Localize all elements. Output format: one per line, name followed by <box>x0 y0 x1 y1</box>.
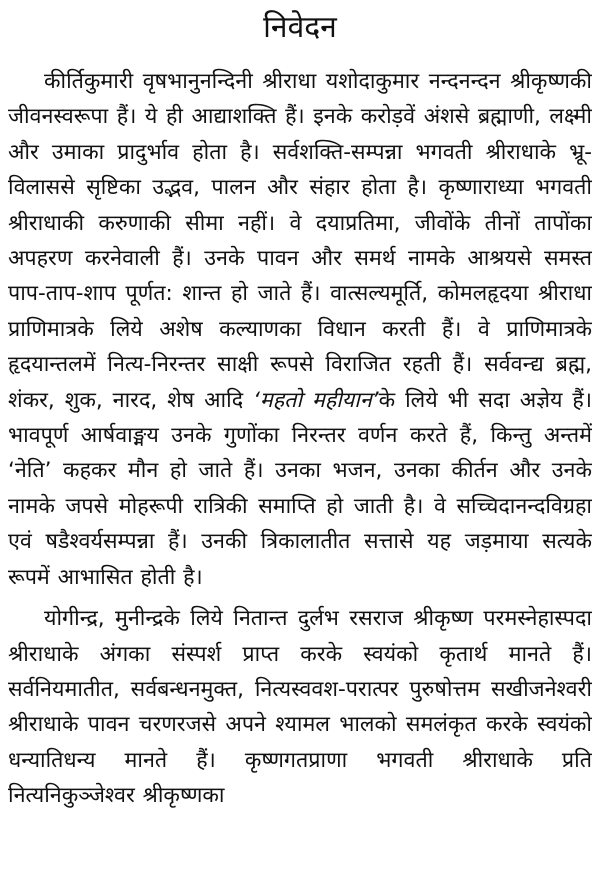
page-content <box>8 6 592 886</box>
paragraph-1-text-b: के लिये भी सदा अज्ञेय हैं। भावपूर्ण आर्षवाङ्मय उनके गुणोंका निरन्तर वर्णन करते हैं, किन्तु अन्तमें ‘नेति’ कहकर मौन हो जाते हैं। उनका भजन, उनका कीर्तन और उनके नामके जपसे मोहरूपी रात्रिकी समाप्ति हो जाती है। वे सच्चिदानन्दविग्रहा एवं षडैश्वर्यसम्पन्ना हैं। उनकी त्रिकालातीत सत्तासे यह जड़माया सत्यके रूपमें आभासित होती है। <box>8 387 592 590</box>
paragraph-2-text: योगीन्द्र, मुनीन्द्रके लिये नितान्त दुर्लभ रसराज श्रीकृष्ण परमस्नेहास्पदा श्रीराधाके अंगका संस्पर्श प्राप्त करके स्वयंको कृतार्थ मानते हैं। सर्वनियमातीत, सर्वबन्धनमुक्त, नित्यस्ववश-परात्पर पुरुषोत्तम सखीजनेश्वरी श्रीराधाके पावन चरणरजसे अपने श्यामल भालको समलंकृत करके स्वयंको धन्यातिधन्य मानते हैं। कृष्णगतप्राणा भगवती श्रीराधाके प्रति नित्यनिकुञ्जेश्वर श्रीकृष्णका <box>8 606 592 809</box>
paragraph-1-italic-phrase: ‘महतो महीयान’ <box>253 387 379 413</box>
paragraph-1-text-a: कीर्तिकुमारी वृषभानुनन्दिनी श्रीराधा यशोदाकुमार नन्दनन्दन श्रीकृष्णकी जीवनस्वरूपा हैं। ये ही आद्याशक्ति हैं। इनके करोड़वें अंशसे ब्रह्माणी, लक्ष्मी और उमाका प्रादुर्भाव होता है। सर्वशक्ति-सम्पन्ना भगवती श्रीराधाके भ्रू-विलाससे सृष्टिका उद्भव, पालन और संहार होता है। कृष्णाराध्या भगवती श्रीराधाकी करुणाकी सीमा नहीं। वे दयाप्रतिमा, जीवोंके तीनों तापोंका अपहरण करनेवाली हैं। उनके पावन और समर्थ नामके आश्रयसे समस्त पाप-ताप-शाप पूर्णत: शान्त हो जाते हैं। वात्सल्यमूर्ति, कोमलहृदया श्रीराधा प्राणिमात्रके लिये अशेष कल्याणका विधान करती हैं। वे प्राणिमात्रके हृदयान्तलमें नित्य-निरन्तर साक्षी रूपसे विराजित रहती हैं। सर्ववन्द्य ब्रह्म, शंकर, शुक, नारद, शेष आदि <box>8 69 592 413</box>
paragraph-1 <box>8 64 592 595</box>
page-title: निवेदन <box>263 10 337 45</box>
paragraph-2 <box>8 601 592 813</box>
